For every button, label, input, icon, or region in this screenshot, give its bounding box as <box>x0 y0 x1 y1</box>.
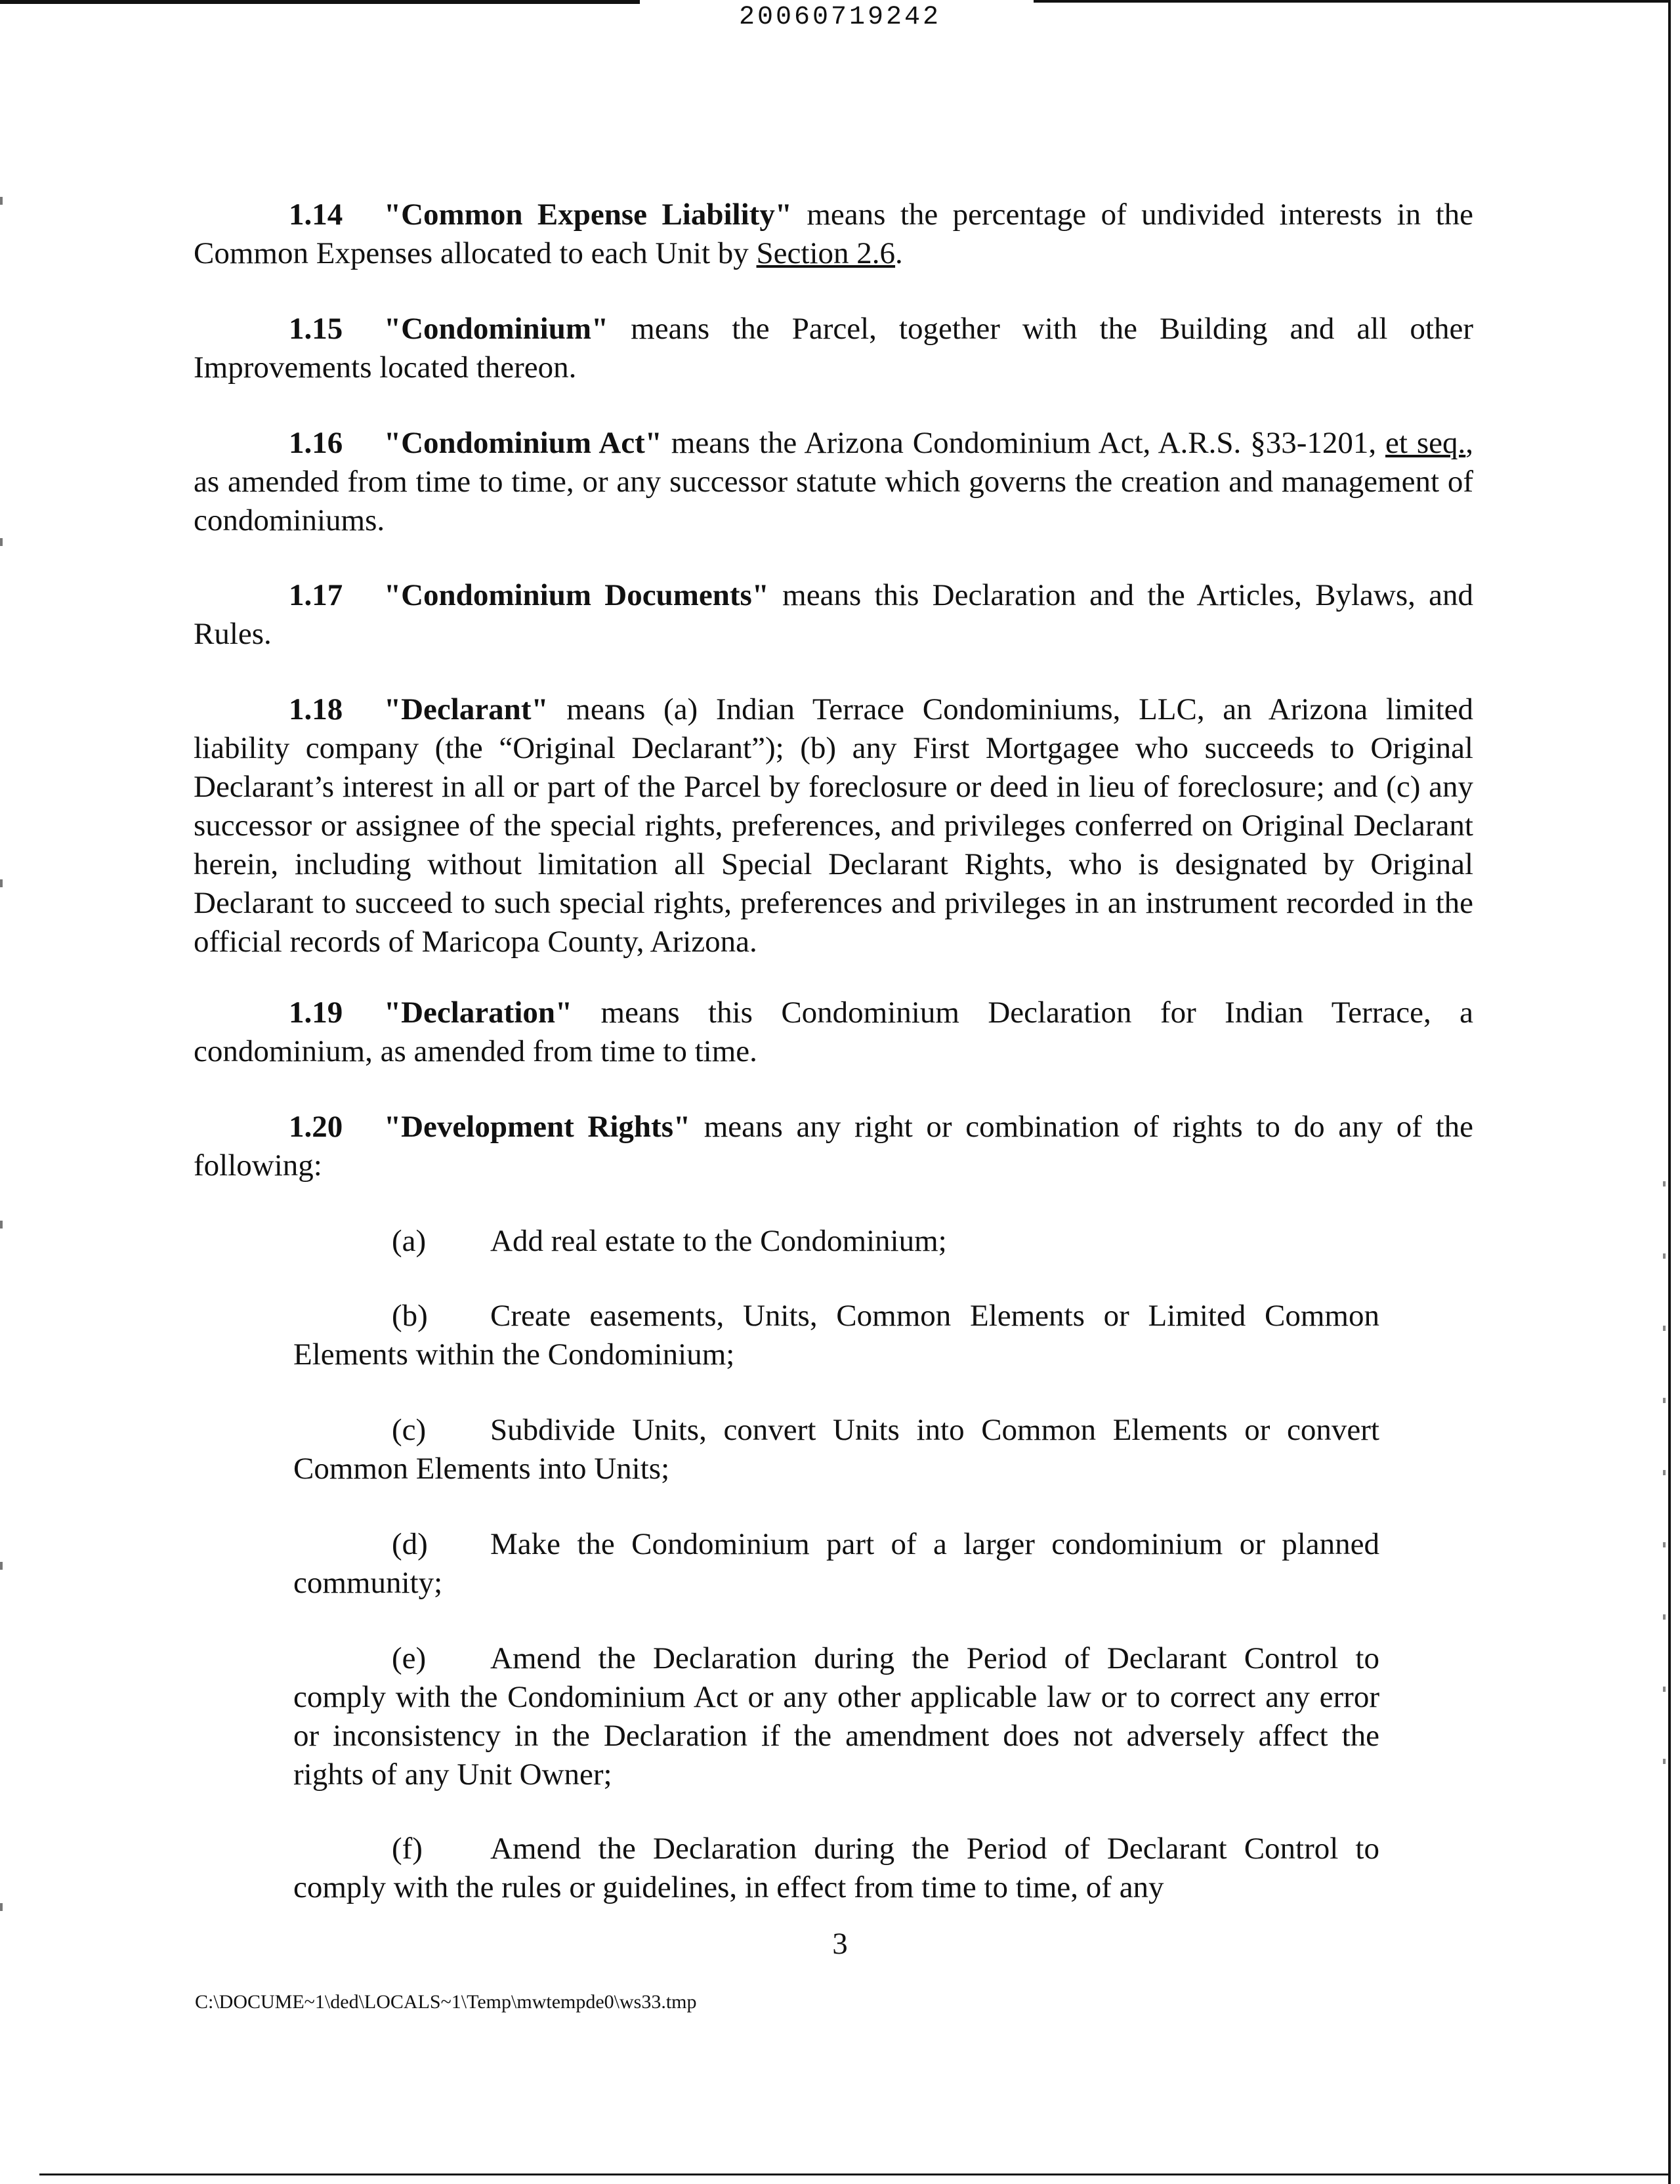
defined-term: "Declaration" <box>384 996 573 1030</box>
definition-text: means the percentage of undivided interests in the Common Expenses allocated to each Unit by <box>194 198 1473 270</box>
subitem-letter: (a) <box>392 1224 427 1258</box>
section-number: 1.17 <box>289 578 343 612</box>
section-number: 1.16 <box>289 426 343 460</box>
definition-text: means the Arizona Condominium Act, A.R.S. §33-1201, <box>662 426 1386 460</box>
definition-text: means (a) Indian Terrace Condominiums, LLC, an Arizona limited liability company (the “Original Declarant”); (b) any First Mortgagee who succeeds to Original Declarant’s interest in all or part of the Parcel by foreclosure or deed in lieu of foreclosure; and (c) any successor or assignee of the special rights, preferences, and privileges conferred on Original Declarant herein, including without limitation all Special Declarant Rights, who is designated by Original Declarant to succeed to such special rights, preferences and privileges in an instrument recorded in the official records of Maricopa County, Arizona. <box>194 692 1473 959</box>
definition-text: means the Parcel, together with the Building and all other Improvements located thereon. <box>194 312 1473 385</box>
defined-term: "Common Expense Liability" <box>384 198 792 232</box>
definition-1-20 <box>194 1108 1473 1185</box>
subitem-text: Amend the Declaration during the Period of Declarant Control to comply with the Condominium Act or any other applicable law or to correct any error or inconsistency in the Declaration if the amendment does not adversely affect the rights of any Unit Owner; <box>293 1641 1379 1792</box>
defined-term: "Development Rights" <box>384 1110 691 1144</box>
file-path: C:\DOCUME~1\ded\LOCALS~1\Temp\mwtempde0\ws33.tmp <box>195 1991 697 2013</box>
definition-text: means this Condominium Declaration for Indian Terrace, a condominium, as amended from time to time. <box>194 996 1473 1068</box>
defined-term: "Condominium" <box>384 312 609 346</box>
subitem-letter: (c) <box>392 1413 427 1447</box>
definition-text-end: , as amended from time to time, or any successor statute which governs the creation and management of condominiums. <box>194 426 1473 537</box>
section-number: 1.20 <box>289 1110 343 1144</box>
bottom-rule <box>39 2174 1670 2175</box>
section-reference-link: Section 2.6 <box>756 236 896 270</box>
definition-text: means any right or combination of rights to do any of the following: <box>194 1110 1473 1183</box>
subitem-text: Make the Condominium part of a larger condominium or planned community; <box>293 1527 1379 1600</box>
subitem-letter: (d) <box>392 1527 428 1561</box>
subitem-b <box>293 1297 1379 1374</box>
subitem-letter: (f) <box>392 1832 423 1866</box>
subitem-letter: (b) <box>392 1299 428 1333</box>
definition-1-16 <box>194 424 1473 540</box>
definition-text-end: . <box>895 236 903 270</box>
definition-1-19 <box>194 994 1473 1071</box>
subitem-text: Add real estate to the Condominium; <box>490 1224 947 1258</box>
section-number: 1.19 <box>289 996 343 1030</box>
subitem-letter: (e) <box>392 1641 427 1675</box>
defined-term: "Declarant" <box>384 692 549 726</box>
subitem-text: Amend the Declaration during the Period of Declarant Control to comply with the rules or guidelines, in effect from time to time, of any <box>293 1832 1379 1904</box>
section-number: 1.15 <box>289 312 343 346</box>
definition-1-17 <box>194 576 1473 654</box>
subitem-text: Subdivide Units, convert Units into Common Elements or convert Common Elements into Units; <box>293 1413 1379 1486</box>
section-number: 1.18 <box>289 692 343 726</box>
latin-reference: et seq. <box>1385 426 1466 460</box>
subitem-e <box>293 1639 1379 1794</box>
definition-1-15 <box>194 310 1473 387</box>
section-number: 1.14 <box>289 198 343 232</box>
subitem-d <box>293 1525 1379 1603</box>
subitem-a <box>293 1222 1379 1261</box>
defined-term: "Condominium Documents" <box>384 578 769 612</box>
scan-specks-right <box>1663 1181 1666 1772</box>
right-border <box>1668 0 1671 2184</box>
page-number: 3 <box>832 1927 848 1961</box>
definition-1-14 <box>194 196 1473 273</box>
subitem-text: Create easements, Units, Common Elements or Limited Common Elements within the Condominium; <box>293 1299 1379 1372</box>
defined-term: "Condominium Act" <box>384 426 662 460</box>
subitem-c <box>293 1411 1379 1488</box>
definition-1-18 <box>194 690 1473 961</box>
scan-specks-left <box>0 0 3 2184</box>
document-number: 20060719242 <box>738 3 942 32</box>
definition-text: means this Declaration and the Articles, Bylaws, and Rules. <box>194 578 1474 651</box>
subitem-f <box>293 1830 1379 1907</box>
